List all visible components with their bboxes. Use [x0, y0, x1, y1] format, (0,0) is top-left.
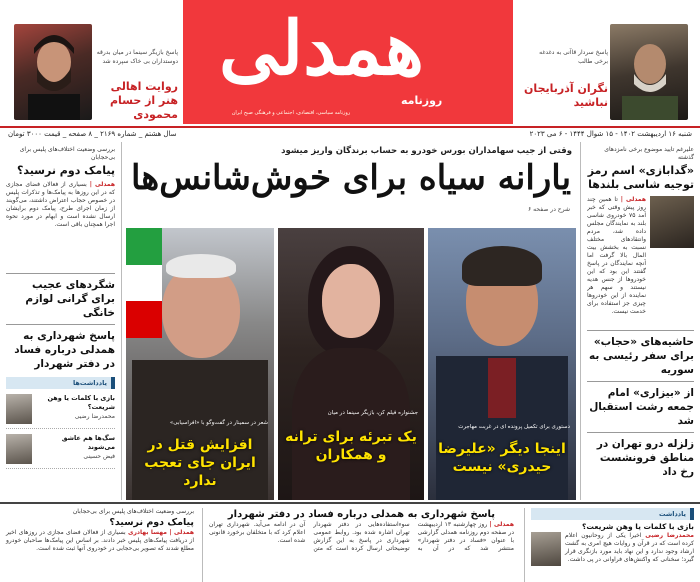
- right-body-text: تا همین چند روز پیش وقتی که خبر آمد ۷۵ خودروی شاسی بلند به نمایندگان مجلس داده شد، مردم وانتقادهای مختلف نسبت به بخشش بیت المال بالا گرفت اما آنچه نمایندگان در پاسخ گفتند این بود که این خودروها از جنس هدیه نیستند و سهم هر نماینده از این خودروها چیزی جز استفاده برای خدمت نیست.: [587, 196, 646, 315]
- bottom-story-title: پاسخ شهرداری به همدلی درباره فساد در دفتر شهردار: [227, 509, 496, 520]
- bottom-stories: [0, 502, 700, 582]
- right-headline[interactable]: «گدابازی» اسم رمز توجیه شاسی بلندها: [587, 164, 694, 191]
- left-sub-headline-2[interactable]: پاسخ شهرداری به همدلی درباره فساد در دفتر شهردار: [6, 324, 115, 371]
- right-sub-headline-3[interactable]: زلزله درو تهران در مناطق فرونشست رخ داد: [587, 432, 694, 479]
- left-headline[interactable]: پیامک دوم نرسید؟: [16, 164, 115, 177]
- main-headline[interactable]: یارانه سیاه برای خوش‌شانس‌ها: [130, 158, 572, 198]
- teaser-left-title: روایت اهالی هنر از حسام محمودی: [109, 80, 178, 121]
- left-sub-headline-1[interactable]: شگردهای عجیب برای گرانی لوازم خانگی: [6, 273, 115, 320]
- left-body-text: بسیاری از فعالان فضای مجازی که در این روزها به پیامک‌ها و تذکرات پلیس در خصوص حجاب اعتراض داشتند، می‌گویند از زمان اجرای طرح، پیامک دوم برایشان ارسال نشده است و ابهام در مورد نحوه اجرا همچنان باقی است.: [6, 181, 115, 228]
- bottom-note-author: محمدرضا رضیی: [645, 532, 694, 539]
- logo-wordmark: همدلی: [219, 6, 424, 92]
- teaser-right-title: نگران آذربایجان نباشید: [524, 82, 608, 109]
- bottom-sms-body: بسیاری از فعالان فضای مجازی در روزهای اخیر از دریافت پیامک‌های پلیس خبر دادند. بر اساس این پیامک‌ها صاحبان خودرو مطلع شدند که تصویر بی‌حجابی در خودروی آنها ثبت شده است.: [6, 529, 194, 552]
- newspaper-logo[interactable]: [183, 0, 513, 124]
- logo-prefix: روزنامه: [401, 94, 443, 107]
- right-sub-headline-2[interactable]: از «بیزاری» امام جمعه رشت استقبال شد: [587, 381, 694, 428]
- bottom-story-lead: همدلی |: [489, 521, 514, 528]
- note-2-title: سگ‌ها هم عاشق می‌شوند: [61, 434, 115, 451]
- body-lead: همدلی |: [620, 196, 646, 203]
- photo-2-caption: جشنواره فیلم کن، بازیگر سینما در میان: [327, 410, 418, 416]
- teaser-left[interactable]: [8, 18, 178, 122]
- notes-section-header: یادداشت‌ها: [6, 377, 115, 389]
- photo-1-title: اینجا دیگر «علیرضا حیدری» نیست: [438, 441, 566, 475]
- main-story: [124, 142, 578, 500]
- photo-story-1[interactable]: [428, 228, 576, 500]
- note-item-1[interactable]: [6, 394, 115, 429]
- main-kicker: وقتی از جیب سهامداران بورس خودرو به حساب برندگان واریز میشود: [281, 146, 572, 156]
- bottom-sms-kicker: بررسی وضعیت اختلاف‌های پلیس برای بی‌حجابان: [72, 508, 194, 515]
- issue-info: سال هشتم _ شماره ۲۱۶۹ _ ۸ صفحه _ قیمت ۳۰۰۰ تومان: [8, 130, 177, 138]
- bottom-note-author-photo: [531, 532, 561, 566]
- issue-date: شنبه ۱۶ اردیبهشت ۱۴۰۲ - ۱۵ شوال ۱۴۴۴ - ۶ می ۲۰۲۳: [529, 130, 692, 138]
- photo-1-caption: دستوری برای تکمیل پرونده ای در غربت مهاجرت: [458, 424, 570, 430]
- note-item-2[interactable]: [6, 434, 115, 469]
- logo-tagline: روزنامه سیاسی، اقتصادی، اجتماعی و فرهنگی صبح ایران: [231, 110, 351, 116]
- note-2-author: فیض حسینی: [83, 453, 115, 460]
- bottom-note-title: بازی با کلمات یا وهن شریعت؟: [582, 522, 694, 531]
- teaser-left-kicker: پاسخ بازیگر سینما در میان بدرقه دوستداران بی خاک سپرده شد: [96, 49, 178, 65]
- bottom-sms-title: پیامک دوم نرسید؟: [109, 517, 194, 528]
- left-article-body: [6, 181, 115, 269]
- bottom-note-header: یادداشت: [531, 508, 694, 520]
- photo-3-caption: شعر در سمینار در گفت‌وگو با «افراسیابی»: [169, 420, 268, 426]
- left-kicker: بررسی وضعیت اختلاف‌های پلیس برای بی‌حجابان: [19, 146, 115, 161]
- bottom-note[interactable]: [524, 508, 700, 582]
- note-1-author-photo: [6, 394, 32, 424]
- teaser-right-kicker: پاسخ سردار قاآنی به دغدغه برخی طالب: [539, 49, 608, 65]
- right-kicker: علیرغم تایید موضوع برخی نامزد‌های گذشته: [604, 146, 694, 161]
- body-lead: همدلی |: [89, 181, 115, 188]
- teaser-right[interactable]: [522, 18, 692, 122]
- right-thumbnail: [650, 196, 694, 248]
- dateline: [0, 126, 700, 140]
- note-1-title: بازی با کلمات یا وهن شریعت؟: [47, 394, 115, 411]
- note-2-author-photo: [6, 434, 32, 464]
- photo-2-title: یک تبرئه برای ترانه و همکاران: [285, 429, 417, 463]
- left-column: [0, 142, 122, 500]
- note-1-author: محمدرضا رضیی: [74, 413, 115, 420]
- photo-story-3[interactable]: [126, 228, 274, 500]
- masthead: [0, 0, 700, 126]
- bottom-sms-story[interactable]: [0, 508, 200, 582]
- photo-3-title: افزایش قتل در ایران جای تعجب ندارد: [144, 437, 256, 489]
- teaser-left-photo: [14, 24, 92, 120]
- right-column: [580, 142, 700, 500]
- iran-flag-icon: [126, 228, 162, 338]
- photo-story-2[interactable]: [278, 228, 424, 500]
- page-reference: شرح در صفحه ۶: [528, 206, 570, 213]
- bottom-story-body: روز چهارشنبه ۱۳ اردیبهشت در صفحه دوم روزنامه همدلی گزارشی با عنوان «فساد در دفتر شهردار» منتشر شد که در آن به سوءاستفاده‌هایی در دفتر شهردار تهران اشاره شده بود. روابط عمومی شهرداری در پاسخ به این گزارش توضیحاتی ارسال کرده است که متن آن در ادامه می‌آید. شهرداری تهران اعلام کرد که با متخلفان برخورد قانونی شده است.: [209, 521, 514, 552]
- bottom-note-body: اخیرا یکی از روحانیون اعلام کرده است که در قرآن و روایات هیچ امری به گشت ارشاد وجود ندارد و این نهاد باید مورد بازنگری قرار گیرد؛ سخنانی که واکنش‌های فراوانی در پی داشت.: [565, 532, 694, 563]
- teaser-right-photo: [610, 24, 688, 120]
- right-article-body: [587, 196, 646, 326]
- bottom-municipality-story[interactable]: [202, 508, 520, 582]
- bottom-sms-lead: همدلی | مهسا بهادری: [127, 529, 194, 536]
- right-sub-headline-1[interactable]: حاشیه‌های «حجاب» برای سفر رئیسی به سوریه: [587, 330, 694, 377]
